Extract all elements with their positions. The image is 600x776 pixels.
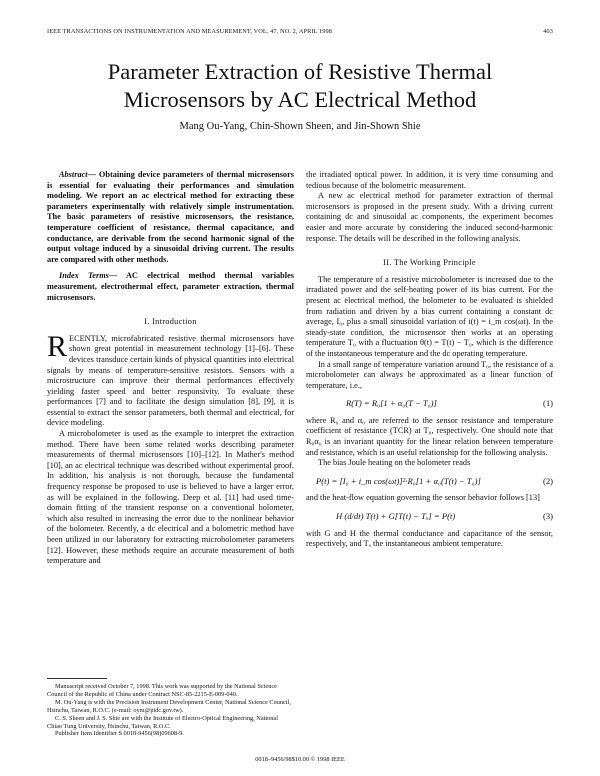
- intro-paragraph-1: [47, 329, 294, 429]
- left-column: [47, 170, 294, 567]
- principle-paragraph-1: The temperature of a resistive microbolometer is increased due to the irradiated power and the self-heating power of its bias current. For the present ac electrical method, the bolometer to be evaluated is shielded from radiation and driven by a bias current containing a constant dc average, I₀, plus a small sinusoidal variation of i(t) = i_m cos(ωt). In the steady-state condition, the microsensor then works at an operating temperature T₀ with a fluctuation θ(t) = T(t) − T₀, which is the difference of the instantaneous temperature and the dc operating temperature.: [306, 274, 553, 358]
- index-terms: [47, 271, 294, 303]
- right-intro-paragraph-2: A new ac electrical method for parameter extraction of thermal microsensors is proposed in the present study. With a driving current containing dc and sinusoidal ac components, the experiment becomes easier and more accurate by considering the induced second-harmonic response. The details will be described in the following analysis.: [306, 191, 553, 243]
- equation-2: [306, 476, 553, 487]
- title-line-1: Parameter Extraction of Resistive Thermal: [107, 59, 493, 84]
- equation-1-number: (1): [542, 398, 553, 409]
- equation-3-body: H (d/dt) T(t) + G[T(t) − Tₐ] = P(t): [336, 511, 456, 522]
- principle-paragraph-5: and the heat-flow equation governing the sensor behavior follows [13]: [306, 493, 540, 503]
- right-intro-paragraph-1: the irradiated optical power. In addition, it is very time consuming and tedious because of the bolometric measurement.: [306, 170, 553, 190]
- index-terms-label: Index Terms—: [59, 271, 118, 281]
- footnotes: [47, 683, 294, 738]
- copyright-line: 0018–9456/98$10.00 © 1998 IEEE: [255, 756, 345, 763]
- section-heading-intro: I. Introduction: [144, 317, 197, 327]
- page-number: 403: [543, 28, 553, 35]
- equation-1: [306, 398, 553, 409]
- right-column: [306, 170, 553, 550]
- principle-paragraph-6: with G and H the thermal conductance and capacitance of the sensor, respectively, and Tₐ the instantaneous ambient temperature.: [306, 528, 553, 549]
- footnote-4: Publisher Item Identifier S 0018-9456(98)09608-9.: [55, 730, 184, 738]
- abstract-text: Obtaining device parameters of thermal microsensors is essential for evaluating their performances and simulation modeling. We report an ac electrical method for extracting these parameters experimentally with relatively simple instrumentation. The basic parameters of resistive microsensors, the resistance, temperature coefficient of resistance, thermal capacitance, and conductance, are derivable from the second harmonic signal of the output voltage induced by a sinusoidal driving current. The results are compared with other methods.: [47, 170, 294, 264]
- running-header: [47, 28, 553, 35]
- equation-1-body: R(T) = R₀[1 + α₀(T − T₀)]: [346, 398, 437, 409]
- principle-paragraph-3: where R₀ and α₀ are referred to the sensor resistance and temperature coefficient of resistance (TCR) at T₀, respectively. One should note that R₀α₀ is an invariant quantity for the linear relation between temperature and resistance, which is an useful relationship for the following analysis.: [306, 415, 553, 457]
- principle-paragraph-2: In a small range of temperature variation around T₀, the resistance of a microbolometer can always be approximated as a linear function of temperature, i.e.,: [306, 359, 553, 390]
- paper-title: [0, 58, 600, 114]
- index-terms-text: AC electrical method thermal variables measurement, electrothermal effect, parameter extraction, thermal microsensors.: [47, 271, 294, 302]
- title-line-2: Microsensors by AC Electrical Method: [123, 87, 477, 112]
- abstract-label: Abstract—: [59, 170, 96, 179]
- equation-2-body: P(t) = [I₀ + i_m cos(ωt)]²·R₀[1 + α₀(T(t) − T₀)]: [316, 475, 481, 486]
- principle-paragraph-4: The bias Joule heating on the bolometer reads: [318, 458, 471, 468]
- abstract: [47, 170, 294, 265]
- equation-2-number: (2): [542, 475, 553, 486]
- footnote-3: C. S. Sheen and J. S. Shie are with the Institute of Electro-Optical Engineering, National Chiao Tung University, Hsinchu, Taiwan, R.O.C.: [47, 714, 278, 730]
- equation-3: [306, 511, 553, 522]
- intro-paragraph-2: A microbolometer is used as the example to interpret the extraction method. There have been some related works describing parameter measurements of thermal microsensors [10]–[12]. In Mather's method [10], an ac electrical technique was described without experimental proof. In addition, his analysis is not thorough, because the fundamental frequency response be proposed to use is believed to have a larger error, as will be explained in the following. Deep et al. [11] had used time-domain fitting of the transient response on a conventional bolometer, which also resulted in increasing the error due to the nonlinear behavior of the bolometer. Recently, a dc electrical and a bolometric method have been utilized in our laboratory for extracting microbolometer parameters [12]. However, these methods require an accurate measurement of both temperature and: [47, 429, 294, 566]
- drop-cap: R: [47, 329, 68, 363]
- section-heading-principle: II. The Working Principle: [383, 258, 476, 268]
- authors: Mang Ou-Yang, Chin-Shown Sheen, and Jin-Shown Shie: [179, 121, 421, 132]
- footnote-2: M. Ou-Yang is with the Precision Instrument Development Center, National Science Council, Hsinchu, Taiwan, R.O.C. (e-mail: oym@pidc.gov.tw).: [47, 698, 291, 714]
- footnote-rule: [47, 678, 107, 679]
- journal-header: IEEE TRANSACTIONS ON INSTRUMENTATION AND MEASUREMENT, VOL. 47, NO. 2, APRIL 1998: [47, 28, 333, 35]
- footnote-1: Manuscript received October 7, 1998. This work was supported by the National Science Council of the Republic of China under Contract NSC-85-2215-E-009-040.: [47, 683, 277, 698]
- equation-3-number: (3): [542, 511, 553, 522]
- intro-p1-text: ECENTLY, microfabricated resistive thermal microsensors have shown great potential in measurement technology [1]–[6]. These devices transduce certain kinds of physical quantities into electrical signals by means of temperature-sensitive resistors. Sensors with a microstructure can improve their thermal performances effectively yielding faster speed and better responsivity. To evaluate these performances [7] and to facilitate the design simulation [8], [9], it is essential to extract the sensor parameters, both thermal and electrical, for device modeling.: [47, 333, 294, 428]
